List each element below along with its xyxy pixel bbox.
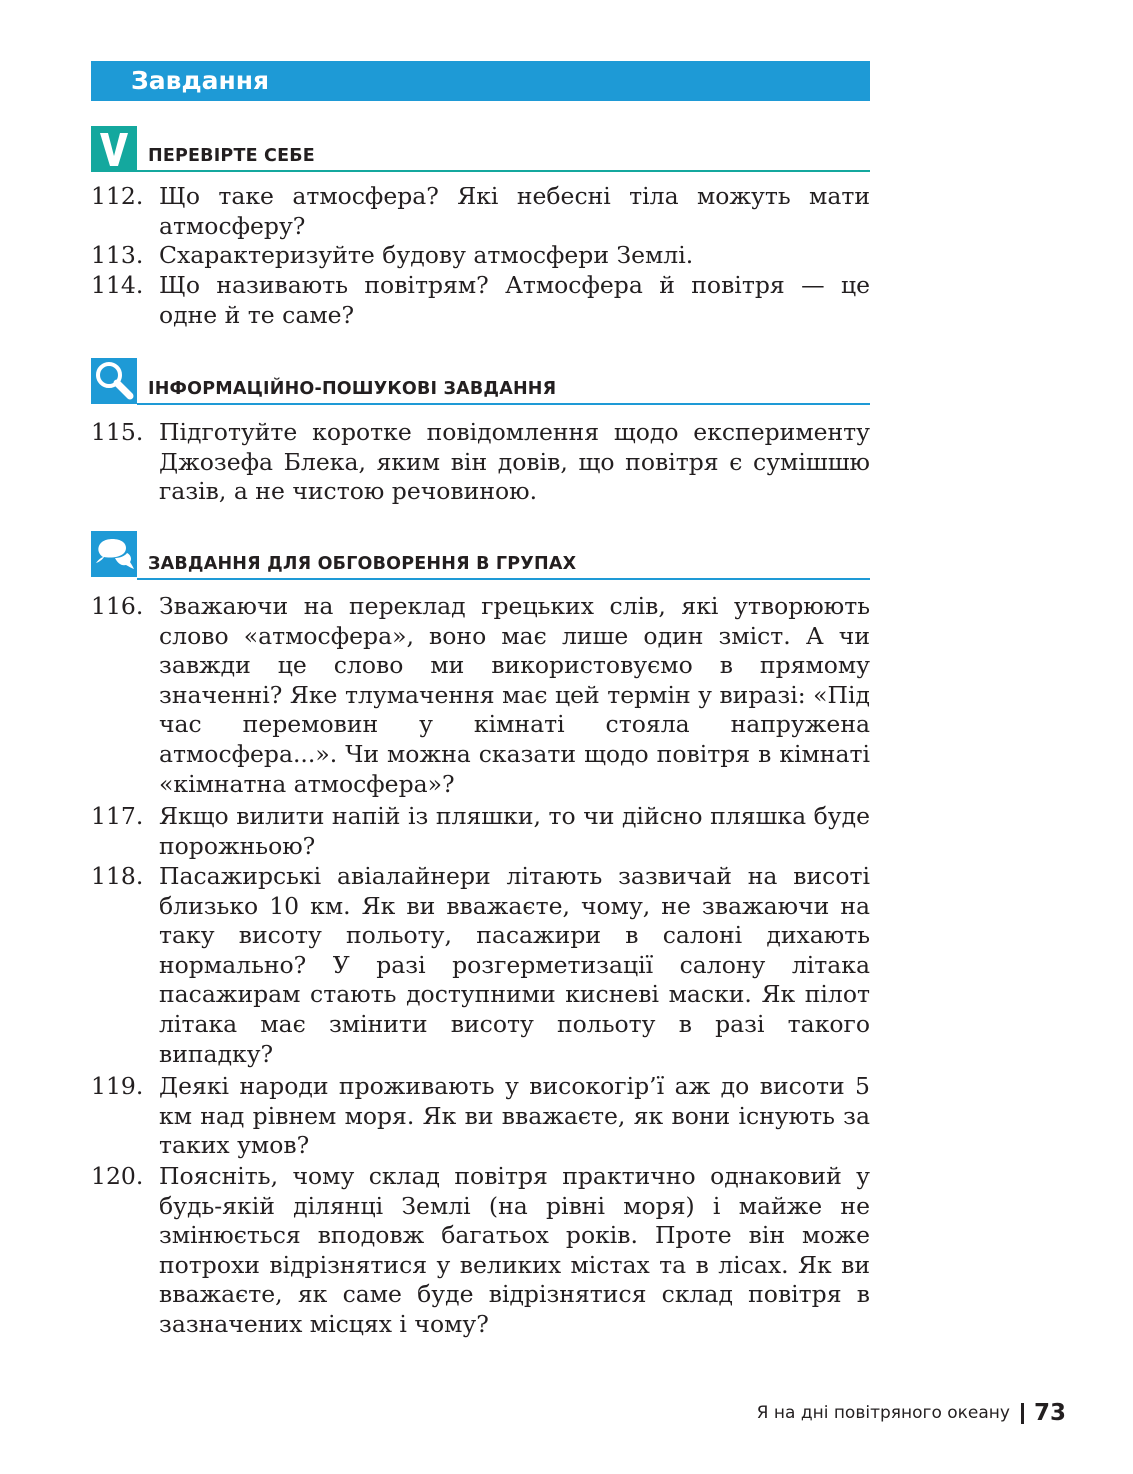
task-text: Схарактеризуйте будову атмосфери Землі. xyxy=(159,241,694,269)
task-115 xyxy=(91,418,870,507)
task-text: Підготуйте коротке повідомлення щодо експерименту Джозефа Блека, яким він довів, що повітря є сумішшю газів, а не чистою речовиною. xyxy=(159,418,870,506)
task-number: 112. xyxy=(91,182,144,210)
task-text: Зважаючи на переклад грецьких слів, які утворюють слово «атмосфера», воно має лише один зміст. А чи завжди це слово ми використовуємо в прямому значенні? Яке тлумачення має цей термін у виразі: «Під час перемовин у кімнаті стояла напружена атмосфера...». Чи можна сказати щодо повітря в кімнаті «кімнатна атмосфера»? xyxy=(159,592,870,798)
task-114 xyxy=(91,271,870,330)
header-banner xyxy=(91,61,870,101)
task-119 xyxy=(91,1072,870,1161)
task-112 xyxy=(91,182,870,241)
checkmark-icon xyxy=(91,126,137,172)
section-divider xyxy=(137,170,870,172)
page-number: 73 xyxy=(1033,1400,1066,1426)
task-116 xyxy=(91,592,870,799)
task-113 xyxy=(91,241,870,271)
task-118 xyxy=(91,862,870,1069)
page-title: Завдання xyxy=(131,66,270,95)
magnifier-icon xyxy=(91,358,137,404)
task-number: 117. xyxy=(91,802,144,830)
section-header-group-discussion xyxy=(91,531,870,580)
task-text: Поясніть, чому склад повітря практично однаковий у будь-якій ділянці Землі (на рівні моря) і майже не змінюється вподовж багатьох років. Проте він може потрохи відрізнятися у великих містах та в лісах. Як ви вважаєте, як саме буде відрізнятися склад повітря в зазначених місцях і чому? xyxy=(159,1162,870,1338)
task-number: 115. xyxy=(91,418,144,446)
task-117 xyxy=(91,802,870,861)
task-text: Пасажирські авіалайнери літають зазвичай на висоті близько 10 км. Як ви вважаєте, чому, не зважаючи на таку висоту польоту, пасажири в салоні дихають нормально? У разі розгерметизації салону літака пасажирам стають доступними кисневі маски. Як пілот літака має змінити висоту польоту в разі такого випадку? xyxy=(159,862,870,1068)
section-title: ІНФОРМАЦІЙНО-ПОШУКОВІ ЗАВДАННЯ xyxy=(148,379,557,399)
task-120 xyxy=(91,1162,870,1340)
page-footer xyxy=(757,1400,1066,1426)
task-text: Деякі народи проживають у високогір’ї аж до висоти 5 км над рівнем моря. Як ви вважаєте, як вони існують за таких умов? xyxy=(159,1072,870,1160)
footer-divider xyxy=(1021,1403,1024,1424)
running-title: Я на дні повітряного океану xyxy=(756,1403,1010,1423)
section-title: ПЕРЕВІРТЕ СЕБЕ xyxy=(148,146,315,166)
section-header-research-tasks xyxy=(91,358,870,406)
task-text: Що таке атмосфера? Які небесні тіла можуть мати атмосферу? xyxy=(159,182,870,240)
task-text: Якщо вилити напій із пляшки, то чи дійсно пляшка буде порожньою? xyxy=(159,802,870,860)
section-header-check-yourself xyxy=(91,126,870,172)
section-title: ЗАВДАННЯ ДЛЯ ОБГОВОРЕННЯ В ГРУПАХ xyxy=(148,554,577,574)
task-number: 120. xyxy=(91,1162,144,1190)
section-divider xyxy=(137,403,870,405)
task-number: 116. xyxy=(91,592,144,620)
task-number: 118. xyxy=(91,862,144,890)
task-number: 113. xyxy=(91,241,144,269)
section-divider xyxy=(137,578,870,580)
task-number: 114. xyxy=(91,271,144,299)
task-text: Що називають повітрям? Атмосфера й повітря — це одне й те саме? xyxy=(159,271,870,329)
speech-bubbles-icon xyxy=(91,531,137,577)
task-number: 119. xyxy=(91,1072,144,1100)
